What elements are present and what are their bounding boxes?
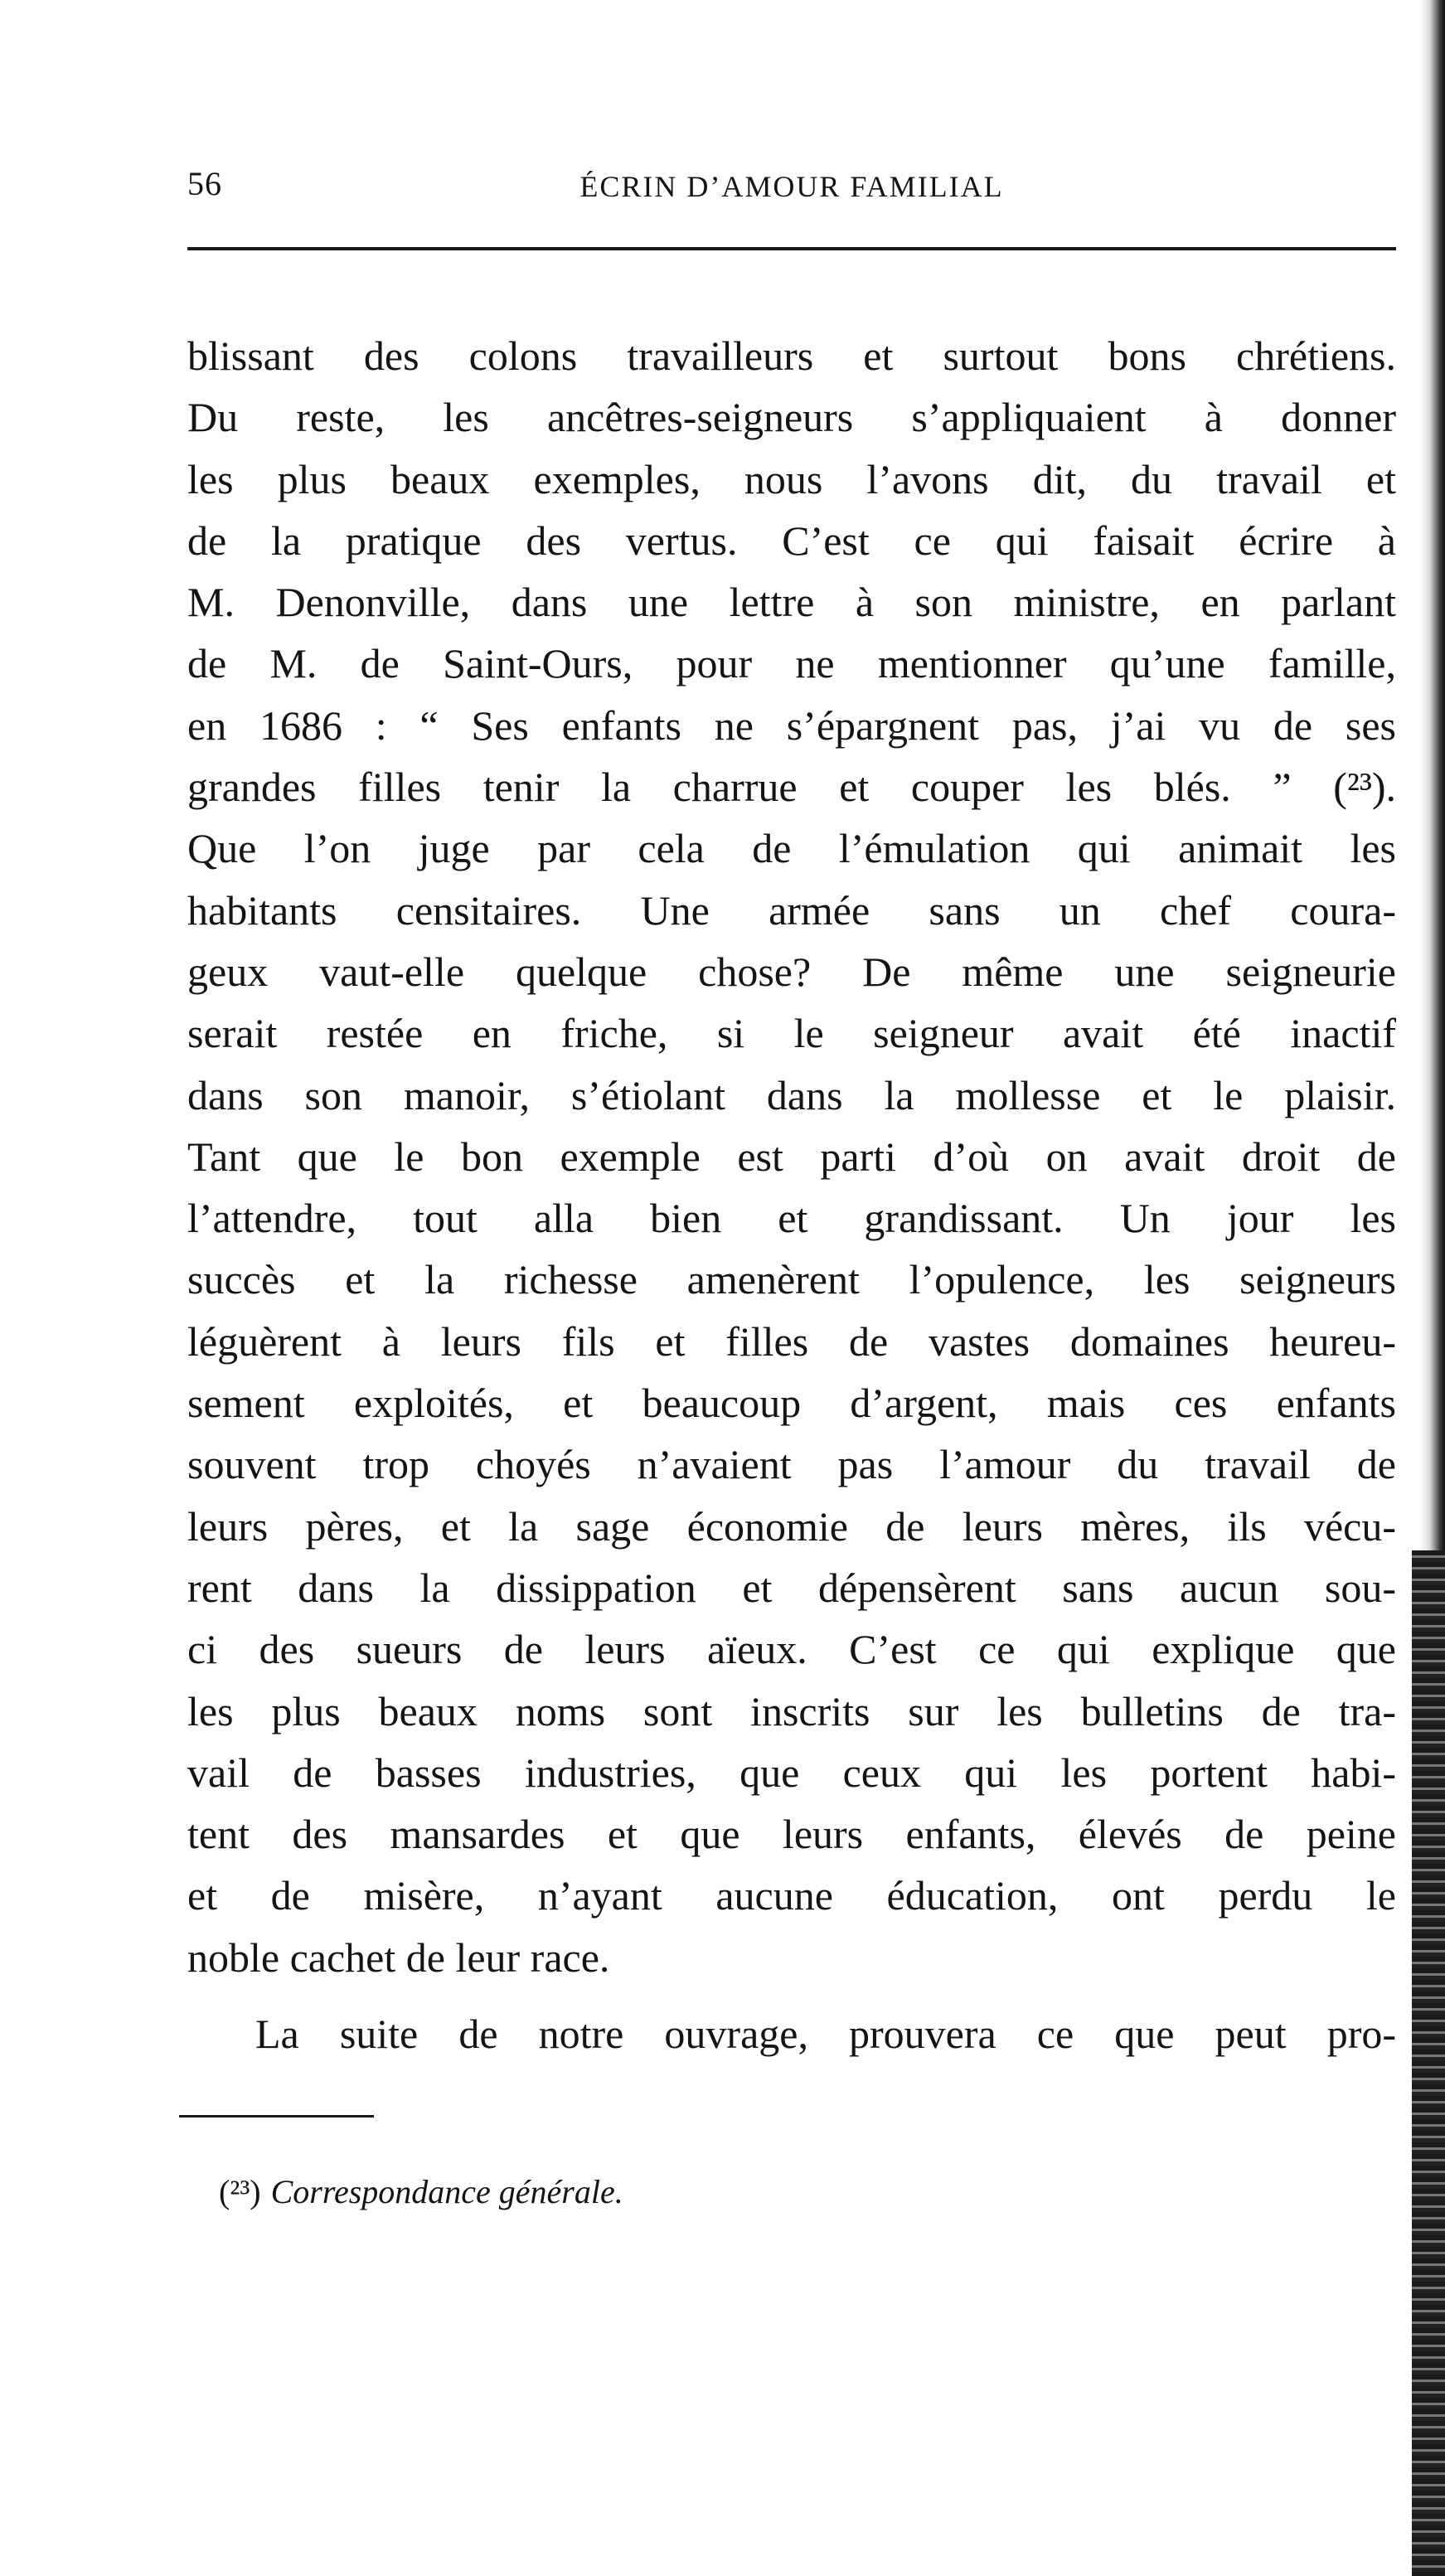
page-number: 56 [187,165,222,202]
text-line: de M. de Saint-Ours, pour ne mentionner qu’une famille, [187,640,1396,687]
text-line: M. Denonville, dans une lettre à son ministre, en parlant [187,579,1396,626]
page-header [187,164,1396,214]
text-line: souvent trop choyés n’avaient pas l’amour du travail de [187,1441,1396,1488]
footnote-text: Correspondance générale. [270,2173,623,2210]
text-line: noble cachet de leur race. [187,1933,610,1981]
text-line: en 1686 : “ Ses enfants ne s’épargnent pas, j’ai vu de ses [187,701,1396,749]
footnote-rule [179,2115,374,2118]
text-line: Que l’on juge par cela de l’émulation qui animait les [187,825,1396,872]
book-spine-edge [1412,1550,1445,2576]
text-line: les plus beaux noms sont inscrits sur les bulletins de tra- [187,1687,1396,1734]
text-line: Tant que le bon exemple est parti d’où on avait droit de [187,1133,1396,1180]
header-rule [187,247,1396,250]
text-line: sement exploités, et beaucoup d’argent, mais ces enfants [187,1380,1396,1427]
text-line: dans son manoir, s’étiolant dans la mollesse et le plaisir. [187,1071,1396,1118]
text-line: tent des mansardes et que leurs enfants, élevés de peine [187,1811,1396,1858]
text-line: succès et la richesse amenèrent l’opulence, les seigneurs [187,1256,1396,1303]
text-line: les plus beaux exemples, nous l’avons dit, du travail et [187,455,1396,502]
text-line: léguèrent à leurs fils et filles de vastes domaines heureu- [187,1317,1396,1365]
footnote [219,2172,623,2211]
text-line: vail de basses industries, que ceux qui les portent habi- [187,1749,1396,1796]
running-title: ÉCRIN D’AMOUR FAMILIAL [579,170,1004,203]
text-line: leurs pères, et la sage économie de leurs mères, ils vécu- [187,1502,1396,1550]
text-line: serait restée en friche, si le seigneur avait été inactif [187,1010,1396,1057]
body-text [187,325,1396,2064]
text-line: Du reste, les ancêtres-seigneurs s’appliquaient à donner [187,394,1396,441]
text-line: blissant des colons travailleurs et surtout bons chrétiens. [187,332,1396,379]
text-line: grandes filles tenir la charrue et couper les blés. ” (²³). [187,764,1396,811]
paragraph-opening-line: La suite de notre ouvrage, prouvera ce que peut pro- [255,2011,1396,2058]
text-line: de la pratique des vertus. C’est ce qui faisait écrire à [187,517,1396,564]
text-line: et de misère, n’ayant aucune éducation, ont perdu le [187,1872,1396,1919]
text-line: ci des sueurs de leurs aïeux. C’est ce qui explique que [187,1626,1396,1673]
text-line: habitants censitaires. Une armée sans un chef coura- [187,886,1396,934]
text-line: l’attendre, tout alla bien et grandissant. Un jour les [187,1195,1396,1242]
text-line: geux vaut-elle quelque chose? De même une seigneurie [187,948,1396,995]
text-line: rent dans la dissippation et dépensèrent sans aucun sou- [187,1564,1396,1611]
footnote-reference: (²³) [219,2173,261,2210]
